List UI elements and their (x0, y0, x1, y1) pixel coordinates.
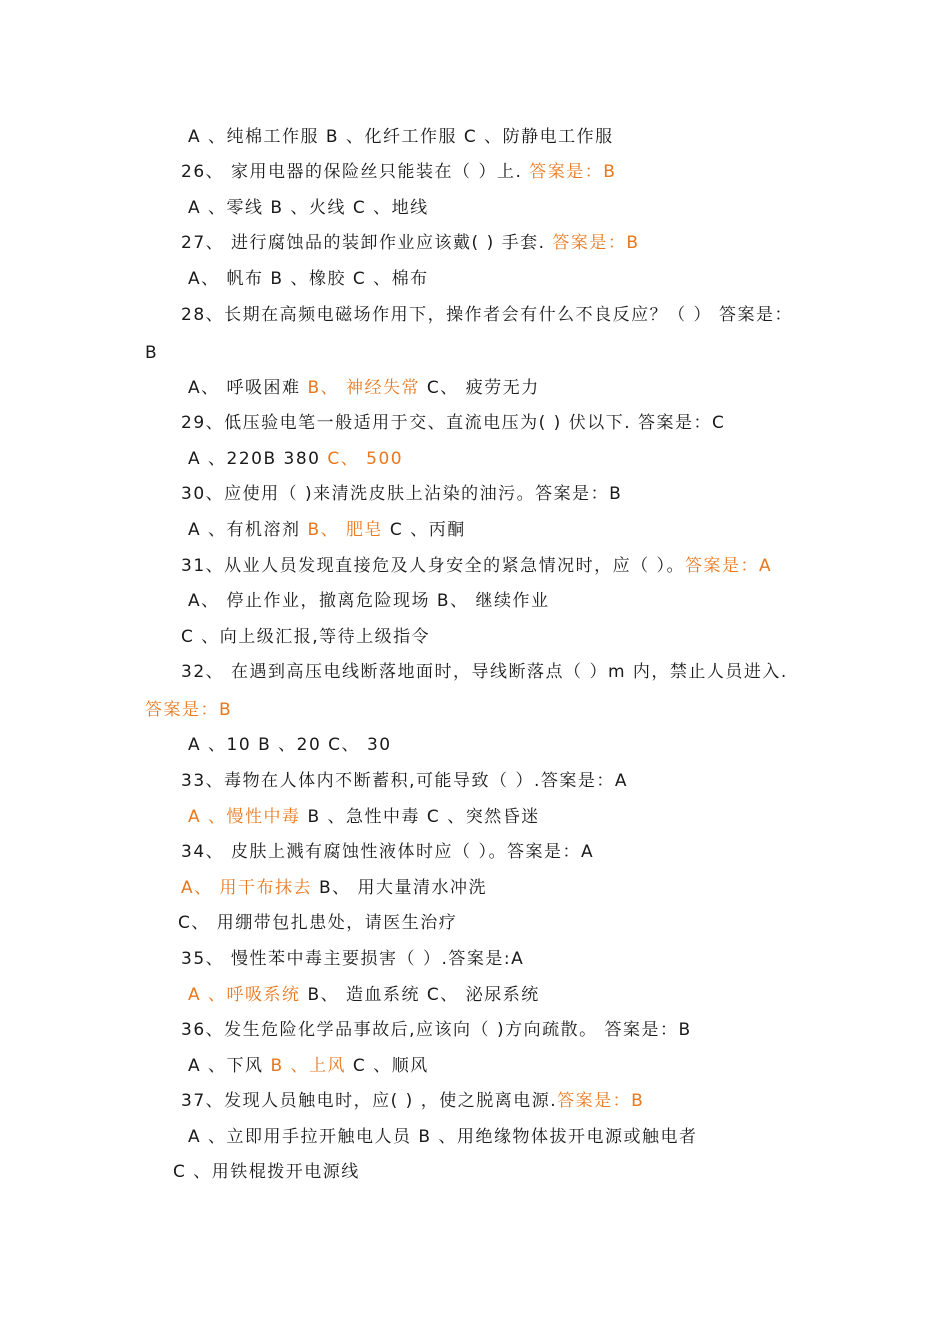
text-line (188, 448, 403, 470)
text-line (181, 1090, 644, 1112)
text-segment: 32、 在遇到高压电线断落地面时，导线断落点（ ）m 内，禁止人员进入. (181, 662, 788, 682)
answer-highlight: C、 500 (327, 449, 404, 469)
text-segment: B、 用大量清水冲洗 (312, 878, 488, 898)
text-segment: C、 疲劳无力 (420, 378, 540, 398)
text-segment: C 、丙酮 (383, 520, 466, 540)
text-segment: 34、 皮肤上溅有腐蚀性液体时应（ ）。答案是：A (181, 842, 595, 862)
text-segment: 28、长期在高频电磁场作用下，操作者会有什么不良反应？（ ） 答案是： (181, 305, 793, 325)
answer-highlight: 答案是：B (529, 162, 617, 182)
text-line (188, 590, 550, 612)
text-line (188, 126, 614, 148)
answer-highlight: A 、慢性中毒 (188, 807, 301, 827)
text-line (145, 699, 232, 721)
text-line (188, 377, 540, 399)
text-line (188, 268, 429, 290)
text-line (181, 770, 628, 792)
text-line (181, 483, 622, 505)
text-line (188, 984, 540, 1006)
text-line (188, 1055, 429, 1077)
text-segment: B、 造血系统 C、 泌尿系统 (300, 985, 540, 1005)
answer-highlight: B、 神经失常 (307, 378, 421, 398)
text-line (188, 1126, 698, 1148)
answer-highlight: 答案是：B (552, 233, 640, 253)
text-line (181, 555, 772, 577)
text-line (188, 197, 429, 219)
text-segment: A 、下风 (188, 1056, 271, 1076)
text-segment: A 、10 B 、20 C、 30 (188, 735, 392, 755)
text-line (181, 161, 616, 183)
text-line (181, 877, 487, 899)
text-segment: C、 用绷带包扎患处，请医生治疗 (178, 913, 458, 933)
text-segment: 29、低压验电笔一般适用于交、直流电压为( ) 伏以下. 答案是：C (181, 413, 726, 433)
text-line (181, 626, 430, 648)
text-segment: 33、毒物在人体内不断蓄积,可能导致（ ）.答案是：A (181, 771, 628, 791)
text-segment: 31、从业人员发现直接危及人身安全的紧急情况时，应（ ）。 (181, 556, 686, 576)
text-line (188, 519, 466, 541)
text-line (173, 1161, 360, 1183)
text-segment: A 、纯棉工作服 B 、化纤工作服 C 、防静电工作服 (188, 127, 614, 147)
answer-highlight: 答案是：A (685, 556, 773, 576)
text-segment: A 、立即用手拉开触电人员 B 、用绝缘物体拔开电源或触电者 (188, 1127, 698, 1147)
text-segment: 37、发现人员触电时，应( ) ，使之脱离电源. (181, 1091, 558, 1111)
text-segment: B (145, 343, 159, 363)
text-segment: B 、急性中毒 C 、突然昏迷 (300, 807, 540, 827)
text-line (188, 734, 392, 756)
text-segment: A 、有机溶剂 (188, 520, 308, 540)
answer-highlight: B 、上风 (270, 1056, 347, 1076)
text-line (181, 412, 725, 434)
text-segment: A 、220B 380 (188, 449, 328, 469)
text-segment: C 、向上级汇报,等待上级指令 (181, 627, 431, 647)
text-line (181, 661, 788, 683)
text-segment: C 、用铁棍拨开电源线 (173, 1162, 360, 1182)
text-segment: A、 呼吸困难 (188, 378, 308, 398)
text-line (181, 1019, 692, 1041)
answer-highlight: B、 肥皂 (307, 520, 384, 540)
text-segment: C 、顺风 (346, 1056, 429, 1076)
text-segment: 35、 慢性苯中毒主要损害（ ）.答案是:A (181, 949, 525, 969)
text-line (181, 841, 594, 863)
text-line (178, 912, 457, 934)
answer-highlight: 答案是：B (145, 700, 233, 720)
text-segment: A、 停止作业，撤离危险现场 B、 继续作业 (188, 591, 550, 611)
answer-highlight: A、 用干布抹去 (181, 878, 313, 898)
text-segment: A、 帆布 B 、橡胶 C 、棉布 (188, 269, 429, 289)
text-line (145, 342, 158, 364)
text-line (181, 948, 524, 970)
text-segment: 27、 进行腐蚀品的装卸作业应该戴( ) 手套. (181, 233, 553, 253)
answer-highlight: A 、呼吸系统 (188, 985, 301, 1005)
text-segment: 30、应使用（ )来清洗皮肤上沾染的油污。答案是：B (181, 484, 623, 504)
text-line (181, 232, 640, 254)
text-segment: A 、零线 B 、火线 C 、地线 (188, 198, 429, 218)
text-segment: 26、 家用电器的保险丝只能装在（ ）上. (181, 162, 530, 182)
text-segment: 36、发生危险化学品事故后,应该向（ )方向疏散。 答案是：B (181, 1020, 692, 1040)
answer-highlight: 答案是：B (557, 1091, 645, 1111)
text-line (188, 806, 540, 828)
text-line (181, 304, 793, 326)
